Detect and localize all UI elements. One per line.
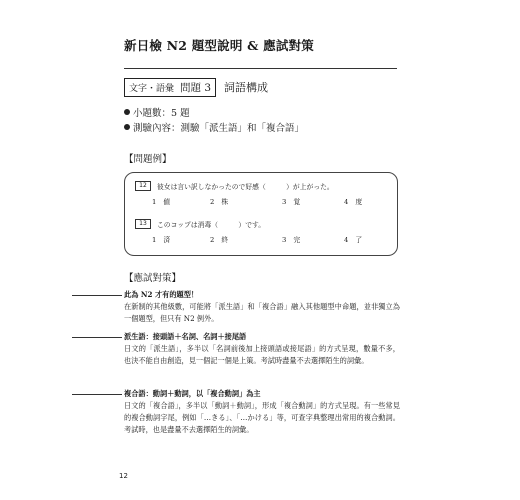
bullet-dot-icon [124,109,130,115]
question-number: 12 [135,181,151,191]
question-row [135,181,334,191]
strategy-body: 日文的「派生語」，多半以「名詞前後加上接頭語或接尾語」的方式呈現，數量不多，也決不能自由創造，見一個記一個是上策。考試時盡量不去選擇陌生的詞彙。 [124,344,400,365]
choice: 1 済 [152,236,171,244]
strategy-item [124,289,400,325]
strategy-body: 在新制的其他級數，可能將「派生語」和「複合語」融入其他題型中命題，並非獨立為一個題型，但只有 N2 例外。 [124,302,400,323]
callout-line [72,394,122,395]
strategy-header: 【應試對策】 [124,273,182,284]
bullet-text: 測驗內容：測驗「派生語」和「複合語」 [133,123,305,134]
question-number: 13 [135,219,151,229]
strategy-item [124,388,400,436]
callout-line [72,337,122,338]
bullet-text: 小題數：5 題 [133,108,190,119]
section-number: 問題 3 [180,82,212,94]
section-category: 文字・語彙 [129,84,175,94]
bullet-dot-icon [124,124,130,130]
section-name: 詞語構成 [224,81,268,94]
strategy-item [124,331,400,367]
strategy-heading: 此為 N2 才有的題型！ [124,290,199,299]
callout-line [72,295,122,296]
choice: 3 覚 [282,198,301,206]
strategy-body: 日文的「複合語」，多半以「動詞＋動詞」，形成「複合動詞」的方式呈現。有一些常見的複合動詞字尾，例如「…きる」、「…かける」等，可查字典整理出常用的複合動詞。考試時，也是盡量不去選擇陌生的詞彙。 [124,401,400,434]
example-box [124,172,398,256]
page-number: 12 [119,472,128,480]
choice: 2 終 [210,236,229,244]
section-label-box [124,78,216,97]
choice: 1 値 [152,198,171,206]
bullet-item [124,120,304,134]
question-sentence: 彼女は言い訳しなかったので好感（ ）が上がった。 [157,183,334,191]
strategy-heading: 派生語：接頭語＋名詞、名詞＋接尾語 [124,332,247,341]
choice: 2 株 [210,198,229,206]
choice: 3 完 [282,236,301,244]
choice: 4 度 [344,198,363,206]
example-header: 【問題例】 [124,154,172,165]
title-divider [124,68,397,69]
question-sentence: このコップは消毒（ ）です。 [157,221,266,229]
page-title: 新日檢 N2 題型說明 & 應試對策 [124,38,314,53]
choice: 4 了 [344,236,363,244]
bullet-item [124,105,190,119]
question-row [135,219,265,229]
strategy-heading: 複合語：動詞＋動詞，以「複合動詞」為主 [124,389,261,398]
